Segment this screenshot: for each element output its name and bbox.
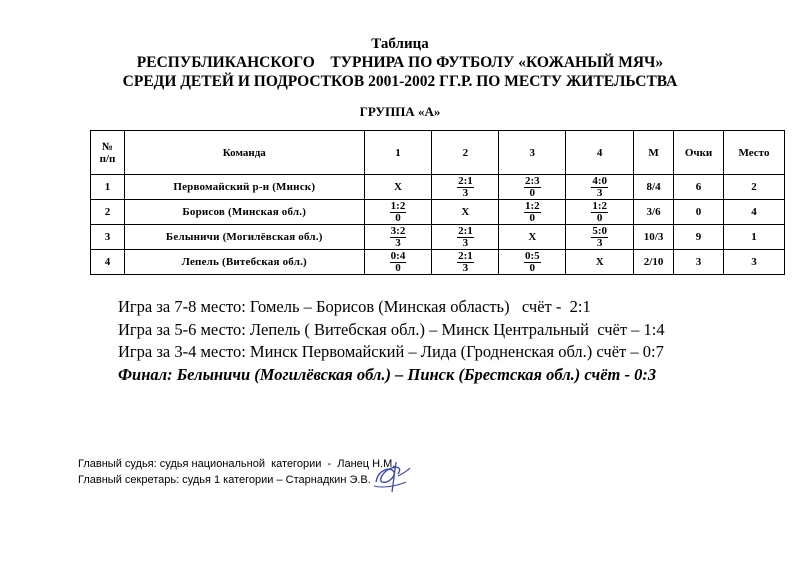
row-num: 4 [91, 250, 125, 275]
result-cell [499, 175, 566, 200]
result-score: 0:5 [524, 249, 540, 262]
result-cell [364, 250, 432, 275]
header-c2: 2 [432, 131, 499, 175]
result-score: 2:1 [458, 174, 473, 187]
result-score: 3:2 [390, 224, 406, 237]
result-points: 0 [529, 211, 536, 224]
game-7-8: Игра за 7-8 место: Гомель – Борисов (Минская область) счёт - 2:1 [118, 297, 591, 316]
place-cell: 1 [724, 225, 785, 250]
result-score: 1:2 [592, 199, 607, 212]
standings-table [90, 130, 785, 275]
result-cell [364, 200, 432, 225]
result-cell [499, 250, 566, 275]
place-cell: 2 [724, 175, 785, 200]
goals-cell: 3/6 [634, 200, 674, 225]
cross-mark: Х [528, 231, 537, 243]
row-num: 2 [91, 200, 125, 225]
result-points: 3 [462, 186, 469, 199]
placement-games [118, 296, 665, 386]
result-points: 0 [596, 211, 603, 224]
result-score: 5:0 [592, 224, 607, 237]
cross-mark: Х [595, 256, 604, 268]
header-c4: 4 [566, 131, 634, 175]
result-score: 1:2 [390, 199, 406, 212]
table-row [91, 175, 785, 200]
result-points: 0 [529, 186, 536, 199]
points-cell: 9 [674, 225, 724, 250]
signature-icon [368, 456, 416, 496]
team-name: Первомайский р-н (Минск) [124, 175, 364, 200]
result-points: 3 [395, 236, 401, 249]
result-points: 3 [596, 236, 603, 249]
place-cell: 4 [724, 200, 785, 225]
result-cell [432, 250, 499, 275]
cross-mark: Х [394, 181, 402, 193]
points-cell: 6 [674, 175, 724, 200]
team-name: Борисов (Минская обл.) [124, 200, 364, 225]
result-points: 3 [462, 236, 469, 249]
cross-mark: Х [461, 206, 470, 218]
result-cell [499, 200, 566, 225]
officials-block [78, 456, 395, 488]
header-num [91, 131, 125, 175]
header-points: Очки [674, 131, 724, 175]
result-points: 0 [395, 211, 401, 224]
table-header-row [91, 131, 785, 175]
tournament-title: РЕСПУБЛИКАНСКОГО ТУРНИРА ПО ФУТБОЛУ «КОЖАНЫЙ МЯЧ» [136, 54, 664, 71]
result-cell [432, 175, 499, 200]
header-c1: 1 [364, 131, 432, 175]
row-num: 1 [91, 175, 125, 200]
row-num: 3 [91, 225, 125, 250]
table-row [91, 225, 785, 250]
chief-judge: Главный судья: судья национальной категории - Ланец Н.М. [78, 458, 396, 470]
result-cell [566, 200, 634, 225]
header-c3: 3 [499, 131, 566, 175]
result-score: 2:1 [458, 249, 473, 262]
result-score: 4:0 [592, 174, 607, 187]
header-goals: М [634, 131, 674, 175]
table-row [91, 200, 785, 225]
group-title: ГРУППА «А» [359, 104, 441, 119]
result-cell [432, 225, 499, 250]
team-name: Белыничи (Могилёвская обл.) [124, 225, 364, 250]
game-3-4: Игра за 3-4 место: Минск Первомайский – Лида (Гродненская обл.) счёт – 0:7 [118, 342, 664, 361]
goals-cell: 8/4 [634, 175, 674, 200]
result-score: 2:3 [524, 174, 540, 187]
result-points: 3 [462, 261, 469, 274]
result-points: 0 [395, 261, 401, 274]
team-name: Лепель (Витебская обл.) [124, 250, 364, 275]
result-score: 2:1 [458, 224, 473, 237]
game-5-6: Игра за 5-6 место: Лепель ( Витебская обл.) – Минск Центральный счёт – 1:4 [118, 319, 665, 339]
result-cell [566, 175, 634, 200]
cross-cell [432, 200, 499, 225]
result-points: 3 [596, 186, 603, 199]
result-cell [566, 225, 634, 250]
header-team: Команда [124, 131, 364, 175]
cross-cell [499, 225, 566, 250]
goals-cell: 2/10 [634, 250, 674, 275]
header-num-line2: п/п [99, 152, 116, 165]
cross-cell [566, 250, 634, 275]
result-score: 0:4 [390, 249, 406, 262]
points-cell: 3 [674, 250, 724, 275]
cross-cell [364, 175, 432, 200]
final-game: Финал: Белыничи (Могилёвская обл.) – Пинск (Брестская обл.) счёт - 0:3 [118, 364, 657, 384]
result-score: 1:2 [524, 199, 540, 212]
tournament-subtitle: СРЕДИ ДЕТЕЙ И ПОДРОСТКОВ 2001-2002 ГГ.Р. ПО МЕСТУ ЖИТЕЛЬСТВА [122, 73, 678, 90]
goals-cell: 10/3 [634, 225, 674, 250]
result-cell [364, 225, 432, 250]
place-cell: 3 [724, 250, 785, 275]
chief-secretary: Главный секретарь: судья 1 категории – Старнадкин Э.В. [78, 474, 371, 486]
points-cell: 0 [674, 200, 724, 225]
document-title: Таблица [371, 36, 429, 52]
result-points: 0 [529, 261, 536, 274]
header-num-line1: № [101, 140, 113, 153]
table-row [91, 250, 785, 275]
header-place: Место [724, 131, 785, 175]
